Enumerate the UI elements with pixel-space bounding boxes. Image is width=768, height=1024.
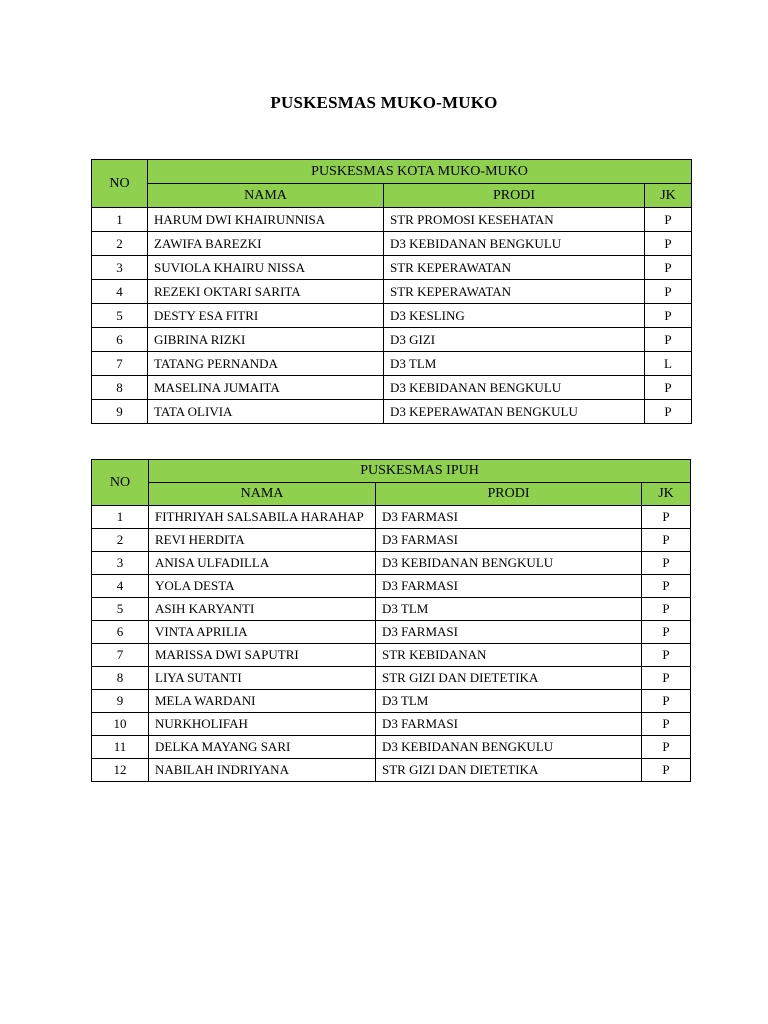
cell-prodi: D3 FARMASI bbox=[376, 575, 642, 598]
table-row bbox=[92, 208, 692, 232]
cell-prodi: D3 KESLING bbox=[384, 304, 645, 328]
cell-prodi: STR PROMOSI KESEHATAN bbox=[384, 208, 645, 232]
cell-jk: P bbox=[642, 759, 691, 782]
cell-nama: ZAWIFA BAREZKI bbox=[148, 232, 384, 256]
cell-nama: FITHRIYAH SALSABILA HARAHAP bbox=[149, 506, 376, 529]
cell-prodi: STR KEBIDANAN bbox=[376, 644, 642, 667]
cell-nama: TATA OLIVIA bbox=[148, 400, 384, 424]
header-no: NO bbox=[92, 460, 149, 506]
cell-no: 5 bbox=[92, 304, 148, 328]
cell-nama: ASIH KARYANTI bbox=[149, 598, 376, 621]
header-prodi: PRODI bbox=[384, 184, 645, 208]
table-row bbox=[92, 644, 691, 667]
cell-no: 2 bbox=[92, 529, 149, 552]
table-row bbox=[92, 575, 691, 598]
cell-nama: DESTY ESA FITRI bbox=[148, 304, 384, 328]
table-row bbox=[92, 304, 692, 328]
cell-prodi: D3 KEPERAWATAN BENGKULU bbox=[384, 400, 645, 424]
cell-prodi: D3 FARMASI bbox=[376, 529, 642, 552]
cell-no: 3 bbox=[92, 552, 149, 575]
table-row bbox=[92, 552, 691, 575]
cell-jk: P bbox=[642, 644, 691, 667]
cell-prodi: D3 KEBIDANAN BENGKULU bbox=[384, 376, 645, 400]
group-title: PUSKESMAS IPUH bbox=[149, 460, 691, 483]
header-jk: JK bbox=[645, 184, 692, 208]
cell-prodi: STR KEPERAWATAN bbox=[384, 256, 645, 280]
cell-jk: P bbox=[642, 621, 691, 644]
header-jk: JK bbox=[642, 483, 691, 506]
cell-jk: P bbox=[642, 506, 691, 529]
cell-no: 1 bbox=[92, 208, 148, 232]
cell-no: 8 bbox=[92, 376, 148, 400]
cell-jk: L bbox=[645, 352, 692, 376]
cell-jk: P bbox=[642, 529, 691, 552]
group-title: PUSKESMAS KOTA MUKO-MUKO bbox=[148, 160, 692, 184]
cell-jk: P bbox=[642, 552, 691, 575]
cell-no: 1 bbox=[92, 506, 149, 529]
cell-jk: P bbox=[642, 667, 691, 690]
table-row bbox=[92, 667, 691, 690]
cell-no: 3 bbox=[92, 256, 148, 280]
cell-jk: P bbox=[642, 713, 691, 736]
roster-table-ipuh bbox=[91, 459, 691, 782]
cell-prodi: D3 GIZI bbox=[384, 328, 645, 352]
cell-prodi: D3 TLM bbox=[384, 352, 645, 376]
cell-jk: P bbox=[645, 280, 692, 304]
cell-nama: DELKA MAYANG SARI bbox=[149, 736, 376, 759]
table-row bbox=[92, 736, 691, 759]
cell-prodi: D3 FARMASI bbox=[376, 506, 642, 529]
table-row bbox=[92, 376, 692, 400]
table-row bbox=[92, 621, 691, 644]
cell-no: 5 bbox=[92, 598, 149, 621]
table-row bbox=[92, 529, 691, 552]
table-row bbox=[92, 759, 691, 782]
table-row bbox=[92, 400, 692, 424]
cell-no: 8 bbox=[92, 667, 149, 690]
cell-no: 12 bbox=[92, 759, 149, 782]
cell-nama: GIBRINA RIZKI bbox=[148, 328, 384, 352]
cell-nama: REZEKI OKTARI SARITA bbox=[148, 280, 384, 304]
header-no: NO bbox=[92, 160, 148, 208]
cell-prodi: STR GIZI DAN DIETETIKA bbox=[376, 667, 642, 690]
cell-nama: MASELINA JUMAITA bbox=[148, 376, 384, 400]
header-prodi: PRODI bbox=[376, 483, 642, 506]
cell-jk: P bbox=[645, 304, 692, 328]
table-row bbox=[92, 232, 692, 256]
cell-no: 6 bbox=[92, 621, 149, 644]
cell-prodi: STR GIZI DAN DIETETIKA bbox=[376, 759, 642, 782]
cell-jk: P bbox=[645, 400, 692, 424]
cell-jk: P bbox=[645, 376, 692, 400]
cell-jk: P bbox=[642, 598, 691, 621]
cell-nama: MARISSA DWI SAPUTRI bbox=[149, 644, 376, 667]
cell-nama: YOLA DESTA bbox=[149, 575, 376, 598]
table-row bbox=[92, 328, 692, 352]
cell-jk: P bbox=[645, 256, 692, 280]
cell-nama: SUVIOLA KHAIRU NISSA bbox=[148, 256, 384, 280]
cell-no: 7 bbox=[92, 352, 148, 376]
cell-no: 10 bbox=[92, 713, 149, 736]
cell-jk: P bbox=[642, 736, 691, 759]
cell-nama: HARUM DWI KHAIRUNNISA bbox=[148, 208, 384, 232]
table-row bbox=[92, 506, 691, 529]
header-nama: NAMA bbox=[149, 483, 376, 506]
cell-nama: LIYA SUTANTI bbox=[149, 667, 376, 690]
cell-nama: ANISA ULFADILLA bbox=[149, 552, 376, 575]
cell-prodi: D3 KEBIDANAN BENGKULU bbox=[376, 736, 642, 759]
cell-jk: P bbox=[645, 232, 692, 256]
cell-no: 6 bbox=[92, 328, 148, 352]
cell-no: 7 bbox=[92, 644, 149, 667]
cell-jk: P bbox=[645, 328, 692, 352]
table-row bbox=[92, 352, 692, 376]
cell-prodi: D3 FARMASI bbox=[376, 621, 642, 644]
cell-no: 4 bbox=[92, 575, 149, 598]
cell-prodi: D3 FARMASI bbox=[376, 713, 642, 736]
table-row bbox=[92, 280, 692, 304]
cell-prodi: STR KEPERAWATAN bbox=[384, 280, 645, 304]
cell-no: 9 bbox=[92, 400, 148, 424]
cell-jk: P bbox=[642, 575, 691, 598]
cell-nama: NABILAH INDRIYANA bbox=[149, 759, 376, 782]
cell-no: 9 bbox=[92, 690, 149, 713]
table-row bbox=[92, 713, 691, 736]
cell-nama: NURKHOLIFAH bbox=[149, 713, 376, 736]
roster-table-kota-muko-muko bbox=[91, 159, 692, 424]
cell-nama: MELA WARDANI bbox=[149, 690, 376, 713]
cell-prodi: D3 KEBIDANAN BENGKULU bbox=[376, 552, 642, 575]
cell-nama: VINTA APRILIA bbox=[149, 621, 376, 644]
table-row bbox=[92, 256, 692, 280]
cell-no: 2 bbox=[92, 232, 148, 256]
cell-nama: REVI HERDITA bbox=[149, 529, 376, 552]
cell-no: 4 bbox=[92, 280, 148, 304]
table-row bbox=[92, 690, 691, 713]
table-row bbox=[92, 598, 691, 621]
cell-no: 11 bbox=[92, 736, 149, 759]
cell-jk: P bbox=[645, 208, 692, 232]
cell-prodi: D3 KEBIDANAN BENGKULU bbox=[384, 232, 645, 256]
cell-prodi: D3 TLM bbox=[376, 598, 642, 621]
page-title: PUSKESMAS MUKO-MUKO bbox=[270, 93, 498, 112]
cell-jk: P bbox=[642, 690, 691, 713]
cell-prodi: D3 TLM bbox=[376, 690, 642, 713]
cell-nama: TATANG PERNANDA bbox=[148, 352, 384, 376]
header-nama: NAMA bbox=[148, 184, 384, 208]
